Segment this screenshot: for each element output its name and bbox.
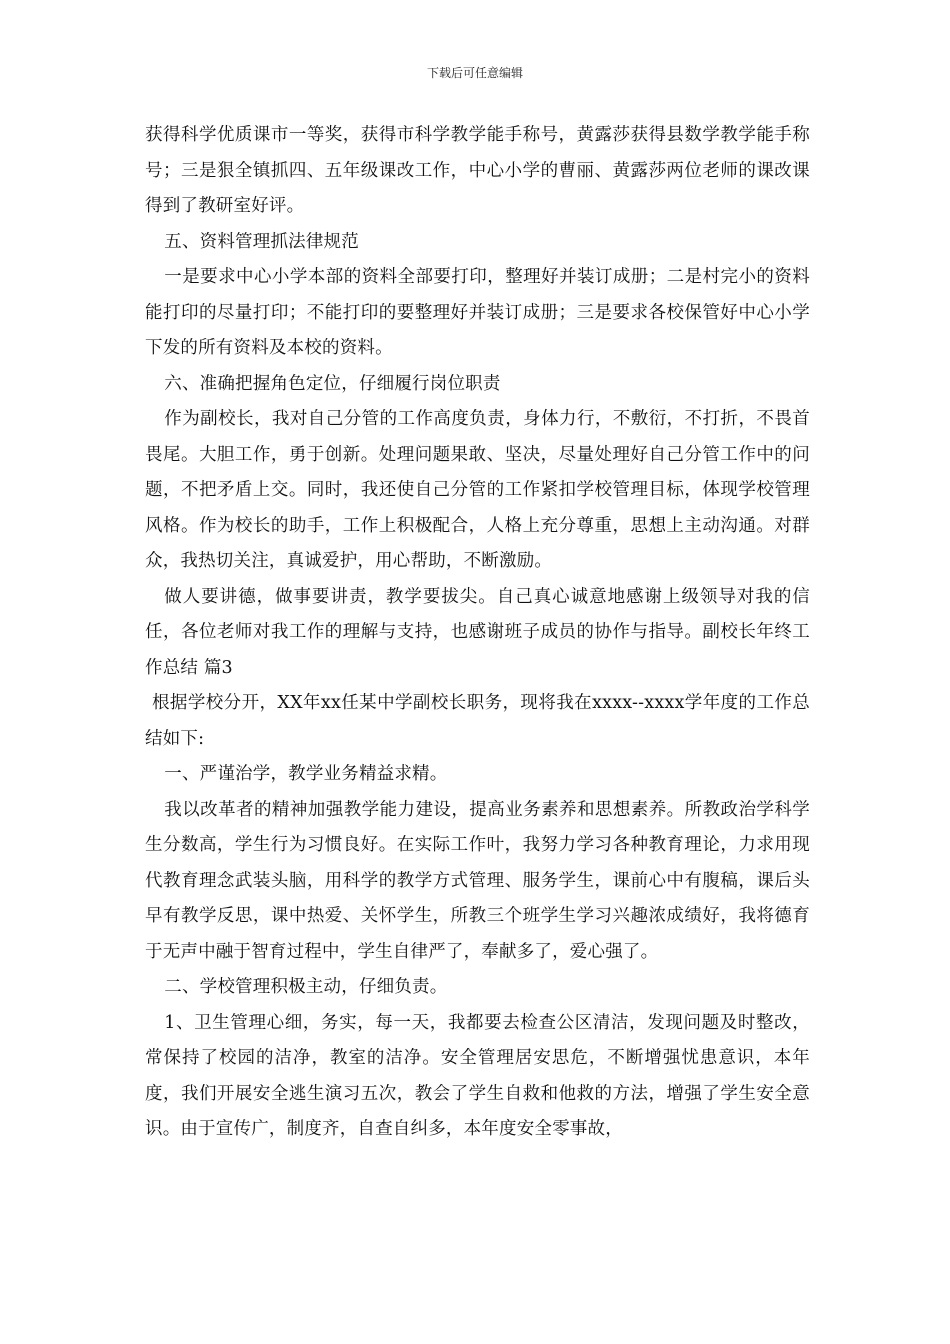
section-heading-2: 二、学校管理积极主动，仔细负责。 bbox=[164, 977, 448, 997]
section-heading-1: 一、严谨治学，教学业务精益求精。 bbox=[164, 764, 448, 784]
paragraph-1: 获得科学优质课市一等奖，获得市科学教学能手称号，黄露莎获得县数学教学能手称号；三是狠全镇抓四、五年级课改工作，中心小学的曹丽、黄露莎两位老师的课改课得到了教研室好评。 bbox=[145, 125, 810, 216]
paragraph-7: 1、卫生管理心细，务实，每一天，我都要去检查公区清洁，发现问题及时整改，常保持了校园的洁净，教室的洁净。安全管理居安思危，不断增强忧患意识，本年度，我们开展安全逃生演习五次，教会了学生自救和他救的方法，增强了学生安全意识。由于宣传广，制度齐，自查自纠多，本年度安全零事故， bbox=[145, 1012, 810, 1139]
paragraph-3: 作为副校长，我对自己分管的工作高度负责，身体力行，不敷衍，不打折，不畏首畏尾。大胆工作，勇于创新。处理问题果敢、坚决，尽量处理好自己分管工作中的问题，不把矛盾上交。同时，我还使自己分管的工作紧扣学校管理目标，体现学校管理风格。作为校长的助手，工作上积极配合，人格上充分尊重，思想上主动沟通。对群众，我热切关注，真诚爱护，用心帮助，不断激励。 bbox=[145, 409, 810, 571]
paragraph-5: 根据学校分开，XX年xx任某中学副校长职务，现将我在xxxx--xxxx学年度的工作总结如下: bbox=[145, 693, 810, 749]
document-body bbox=[145, 118, 810, 1148]
paragraph-2: 一是要求中心小学本部的资料全部要打印，整理好并装订成册；二是村完小的资料能打印的尽量打印；不能打印的要整理好并装订成册；三是要求各校保管好中心小学下发的所有资料及本校的资料。 bbox=[145, 267, 810, 358]
section-heading-5: 五、资料管理抓法律规范 bbox=[164, 231, 359, 252]
paragraph-4: 做人要讲德，做事要讲责，教学要拔尖。自己真心诚意地感谢上级领导对我的信任，各位老师对我工作的理解与支持，也感谢班子成员的协作与指导。副校长年终工作总结 篇3 bbox=[145, 586, 810, 678]
section-heading-6: 六、准确把握角色定位，仔细履行岗位职责 bbox=[164, 373, 501, 394]
page-header: 下载后可任意编辑 bbox=[426, 66, 523, 80]
paragraph-6: 我以改革者的精神加强教学能力建设，提高业务素养和思想素养。所教政治学科学生分数高，学生行为习惯良好。在实际工作叶，我努力学习各种教育理论，力求用现代教育理念武装头脑，用科学的教学方式管理、服务学生，课前心中有腹稿，课后头早有教学反思，课中热爱、关怀学生，所教三个班学生学习兴趣浓成绩好，我将德育于无声中融于智育过程中，学生自律严了，奉献多了，爱心强了。 bbox=[145, 799, 810, 962]
